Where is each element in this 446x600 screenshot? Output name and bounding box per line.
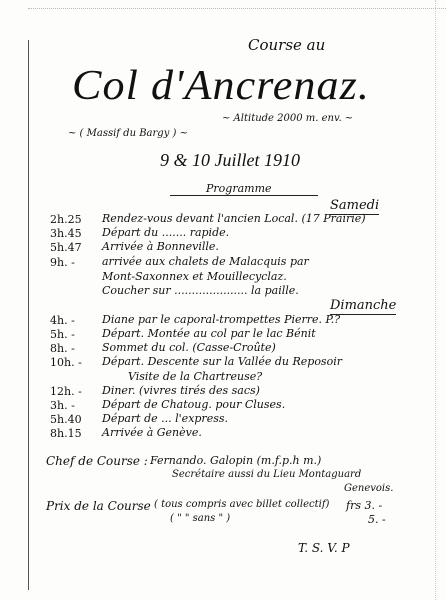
day-dimanche: Dimanche (330, 298, 397, 313)
prix-note-2: ( " " sans " ) (170, 513, 231, 524)
header-date: 9 & 10 Juillet 1910 (160, 150, 300, 170)
time-samedi-3: 5h.47 (50, 241, 82, 254)
programme-heading-text: Programme (206, 182, 272, 195)
item-samedi-2: Départ du ....... rapide. (102, 226, 230, 239)
prix-amount-1: frs 3. - (346, 499, 383, 512)
item-samedi-1: Rendez-vous devant l'ancien Local. (17 Prairie) (102, 212, 366, 225)
item-samedi-3: Arrivée à Bonneville. (102, 240, 219, 253)
time-dimanche-6: 12h. - (50, 385, 82, 398)
time-dimanche-9: 8h.15 (50, 427, 82, 440)
item-samedi-5: Mont-Saxonnex et Mouillecyclaz. (102, 270, 287, 283)
item-dimanche-9: Arrivée à Genève. (102, 426, 202, 439)
item-samedi-6: Coucher sur ..................... la paille. (102, 284, 299, 297)
item-dimanche-6: Diner. (vivres tirés des sacs) (102, 384, 260, 397)
chef-place: Genevois. (344, 483, 394, 494)
item-dimanche-5: Visite de la Chartreuse? (128, 370, 263, 383)
item-dimanche-1: Diane par le caporal-trompettes Pierre. P.? (102, 313, 341, 326)
time-dimanche-8: 5h.40 (50, 413, 82, 426)
page-edge-right (435, 0, 436, 600)
time-dimanche-4: 10h. - (50, 356, 82, 369)
prix-amount-2: 5. - (368, 513, 386, 526)
item-dimanche-3: Sommet du col. (Casse-Croûte) (102, 341, 276, 354)
time-dimanche-1: 4h. - (50, 314, 75, 327)
item-samedi-4: arrivée aux chalets de Malacquis par (102, 255, 309, 268)
prix-label: Prix de la Course (46, 499, 151, 513)
item-dimanche-2: Départ. Montée au col par le lac Bénit (102, 327, 316, 340)
time-dimanche-7: 3h. - (50, 399, 75, 412)
chef-role: Secrétaire aussi du Lieu Montaguard (172, 469, 362, 480)
page-title: Col d'Ancrenaz. (72, 63, 370, 109)
time-samedi-1: 2h.25 (50, 213, 82, 226)
time-dimanche-3: 8h. - (50, 342, 75, 355)
chef-name: Fernando. Galopin (m.f.p.h m.) (150, 454, 322, 467)
footer-tsvp: T. S. V. P (298, 541, 350, 555)
item-dimanche-7: Départ de Chatoug. pour Cluses. (102, 398, 286, 411)
chef-label: Chef de Course : (46, 454, 148, 468)
prix-note-1: ( tous compris avec billet collectif) (154, 499, 330, 510)
item-dimanche-8: Départ de ... l'express. (102, 412, 228, 425)
header-altitude: ~ Altitude 2000 m. env. ~ (222, 113, 354, 124)
time-samedi-2: 3h.45 (50, 227, 82, 240)
page-edge-top (28, 8, 446, 9)
header-course-au: Course au (248, 36, 326, 54)
time-samedi-4: 9h. - (50, 256, 75, 269)
programme-underline (170, 195, 318, 196)
time-dimanche-2: 5h. - (50, 328, 75, 341)
page-edge-left (28, 40, 29, 590)
header-massif: ~ ( Massif du Bargy ) ~ (68, 128, 188, 139)
day-samedi: Samedi (330, 198, 380, 213)
programme-heading (206, 182, 272, 195)
item-dimanche-4: Départ. Descente sur la Vallée du Reposoir (102, 355, 342, 368)
